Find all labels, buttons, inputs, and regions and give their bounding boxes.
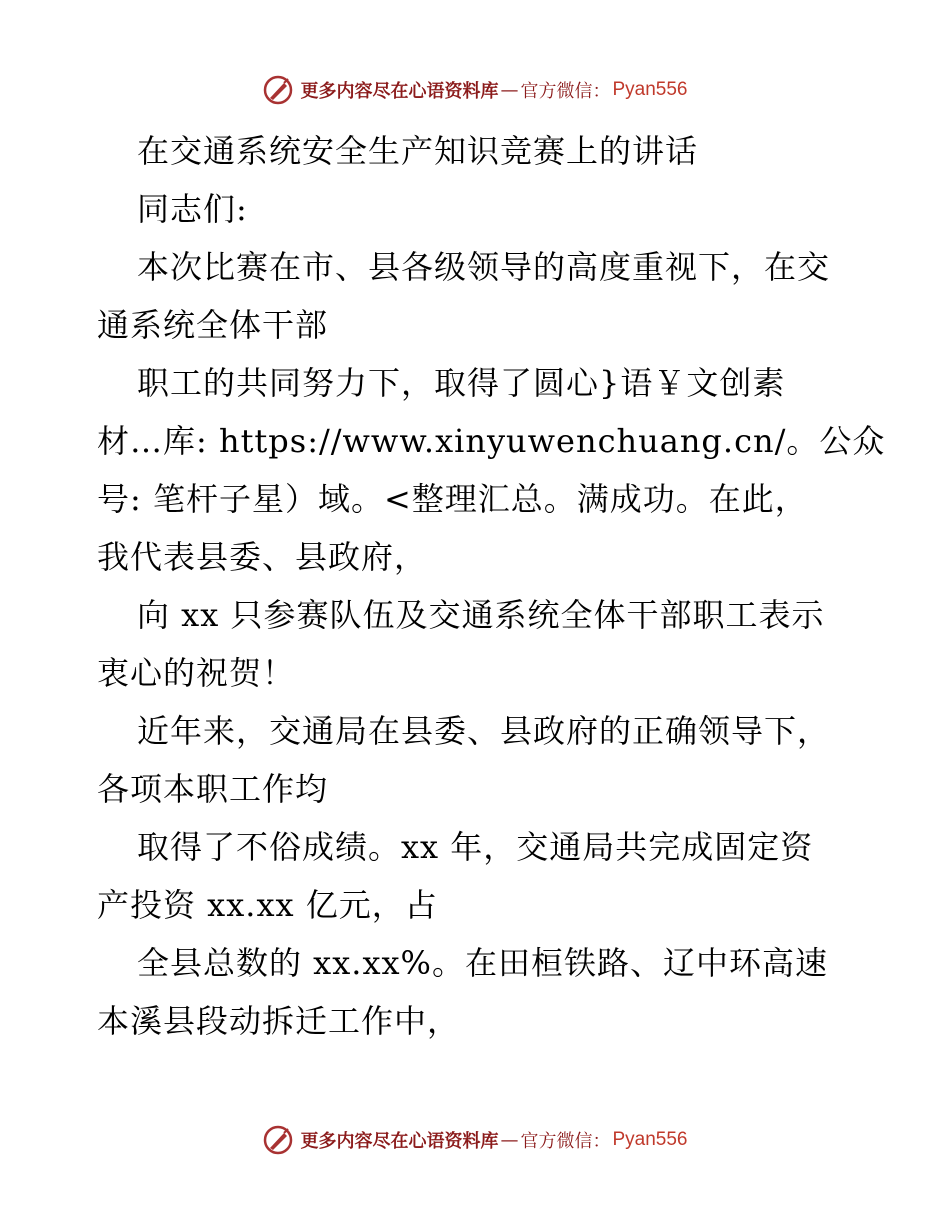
paragraph-line: 取得了不俗成绩。xx 年，交通局共完成固定资 [137, 828, 814, 866]
salutation: 同志们: [137, 190, 248, 228]
banner-wechat-id: Pyan556 [612, 1129, 688, 1150]
paragraph-line: 本次比赛在市、县各级领导的高度重视下，在交 [137, 248, 831, 286]
banner-dash: — [500, 1129, 519, 1151]
banner-dash: — [500, 79, 519, 101]
banner-slogan: 更多内容尽在心语资料库 [300, 1131, 499, 1152]
paragraph-line: 材…库: https://www.xinyuwenchuang.cn/。公众 [97, 422, 886, 460]
paragraph-line: 向 xx 只参赛队伍及交通系统全体干部职工表示 [137, 596, 825, 634]
document-title: 在交通系统安全生产知识竞赛上的讲话 [137, 132, 699, 170]
header-banner [0, 70, 950, 110]
paragraph-line: 通系统全体干部 [97, 306, 329, 344]
paragraph-line: 产投资 xx.xx 亿元，占 [97, 886, 438, 924]
feather-pen-logo-icon [262, 1124, 294, 1156]
banner-wechat-label: 官方微信： [520, 1131, 611, 1152]
paragraph-line: 号: 笔杆子星）域。<整理汇总。满成功。在此， [97, 480, 808, 518]
paragraph-line: 本溪县段动拆迁工作中， [97, 1002, 461, 1040]
banner-wechat-label: 官方微信： [520, 81, 611, 102]
paragraph-line: 衷心的祝贺！ [97, 654, 296, 692]
paragraph-line: 全县总数的 xx.xx%。在田桓铁路、辽中环高速 [137, 944, 828, 982]
footer-banner [0, 1120, 950, 1160]
feather-pen-logo-icon [262, 74, 294, 106]
paragraph-line: 各项本职工作均 [97, 770, 329, 808]
banner-wechat-id: Pyan556 [612, 79, 688, 100]
banner-slogan: 更多内容尽在心语资料库 [300, 81, 499, 102]
paragraph-line: 职工的共同努力下，取得了圆心}语￥文创素 [137, 364, 786, 402]
paragraph-line: 我代表县委、县政府， [97, 538, 428, 576]
paragraph-line: 近年来，交通局在县委、县政府的正确领导下， [137, 712, 831, 750]
document-body [97, 122, 886, 1050]
